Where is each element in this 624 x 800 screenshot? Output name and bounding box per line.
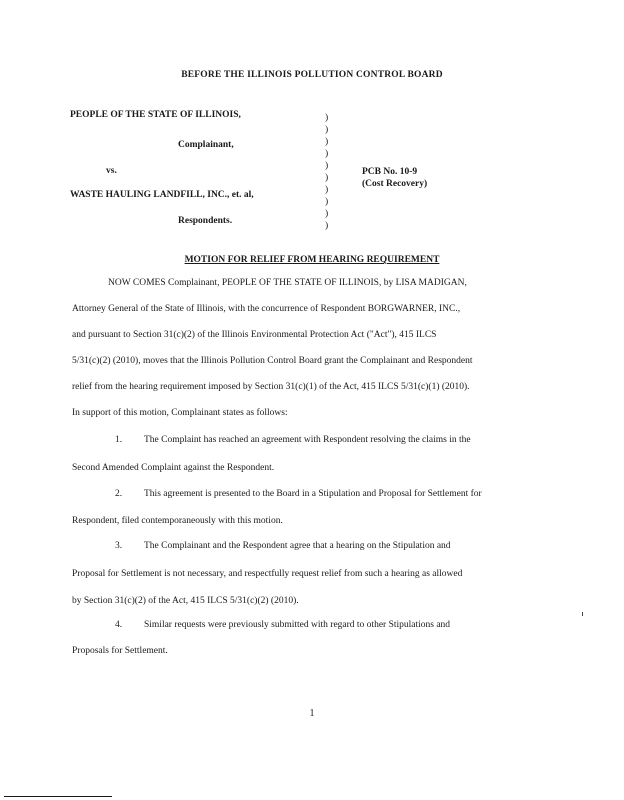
versus-label: vs. — [106, 166, 117, 176]
intro-line: and pursuant to Section 31(c)(2) of the Illinois Environmental Protection Act ("Act"), 415 ILCS — [72, 330, 437, 340]
paragraph-line: Second Amended Complaint against the Respondent. — [72, 463, 275, 473]
intro-line: In support of this motion, Complainant states as follows: — [72, 408, 288, 418]
footnote-divider — [4, 796, 112, 797]
defendant-name: WASTE HAULING LANDFILL, INC., et. al, — [70, 190, 254, 200]
paragraph-number: 1. — [115, 435, 123, 445]
motion-title: MOTION FOR RELIEF FROM HEARING REQUIREMENT — [184, 255, 440, 265]
paragraph-line: This agreement is presented to the Board in a Stipulation and Proposal for Settlement for — [144, 489, 482, 499]
board-heading: BEFORE THE ILLINOIS POLLUTION CONTROL BOARD — [181, 70, 443, 80]
page-number: 1 — [309, 708, 315, 719]
caption-paren: ) — [325, 161, 329, 171]
plaintiff-role: Complainant, — [178, 140, 234, 150]
caption-paren: ) — [325, 113, 329, 123]
case-number: PCB No. 10-9 — [362, 167, 418, 177]
paragraph-number: 2. — [115, 489, 123, 499]
plaintiff-name: PEOPLE OF THE STATE OF ILLINOIS, — [70, 110, 241, 120]
case-info — [362, 166, 427, 190]
intro-line: 5/31(c)(2) (2010), moves that the Illinois Pollution Control Board grant the Complainant and Respondent — [72, 356, 473, 366]
case-caption — [70, 110, 550, 235]
case-type: (Cost Recovery) — [362, 179, 428, 189]
caption-paren: ) — [325, 221, 329, 231]
caption-paren: ) — [325, 137, 329, 147]
paragraph-line: Similar requests were previously submitted with regard to other Stipulations and — [144, 620, 451, 630]
caption-paren: ) — [325, 149, 329, 159]
paragraph-line: by Section 31(c)(2) of the Act, 415 ILCS 5/31(c)(2) (2010). — [72, 596, 299, 606]
paragraph-line: Proposals for Settlement. — [72, 646, 168, 656]
paragraph-number: 4. — [115, 620, 123, 630]
paragraph-line: Proposal for Settlement is not necessary, and respectfully request relief from such a hearing as allowed — [72, 569, 463, 579]
caption-paren: ) — [325, 125, 329, 135]
paragraph-line: The Complaint has reached an agreement with Respondent resolving the claims in the — [144, 435, 471, 445]
caption-paren: ) — [325, 197, 329, 207]
scan-mark — [582, 612, 583, 616]
caption-paren: ) — [325, 185, 329, 195]
paragraph-number: 3. — [115, 541, 123, 551]
paragraph-line: Respondent, filed contemporaneously with this motion. — [72, 516, 283, 526]
caption-paren: ) — [325, 173, 329, 183]
intro-line: NOW COMES Complainant, PEOPLE OF THE STATE OF ILLINOIS, by LISA MADIGAN, — [108, 278, 467, 288]
intro-line: relief from the hearing requirement imposed by Section 31(c)(1) of the Act, 415 ILCS 5/31(c)(1) (2010). — [72, 382, 470, 392]
defendant-role: Respondents. — [178, 216, 233, 226]
caption-paren: ) — [325, 209, 329, 219]
paragraph-line: The Complainant and the Respondent agree that a hearing on the Stipulation and — [144, 541, 451, 551]
intro-line: Attorney General of the State of Illinois, with the concurrence of Respondent BORGWARNER, INC., — [72, 304, 461, 314]
